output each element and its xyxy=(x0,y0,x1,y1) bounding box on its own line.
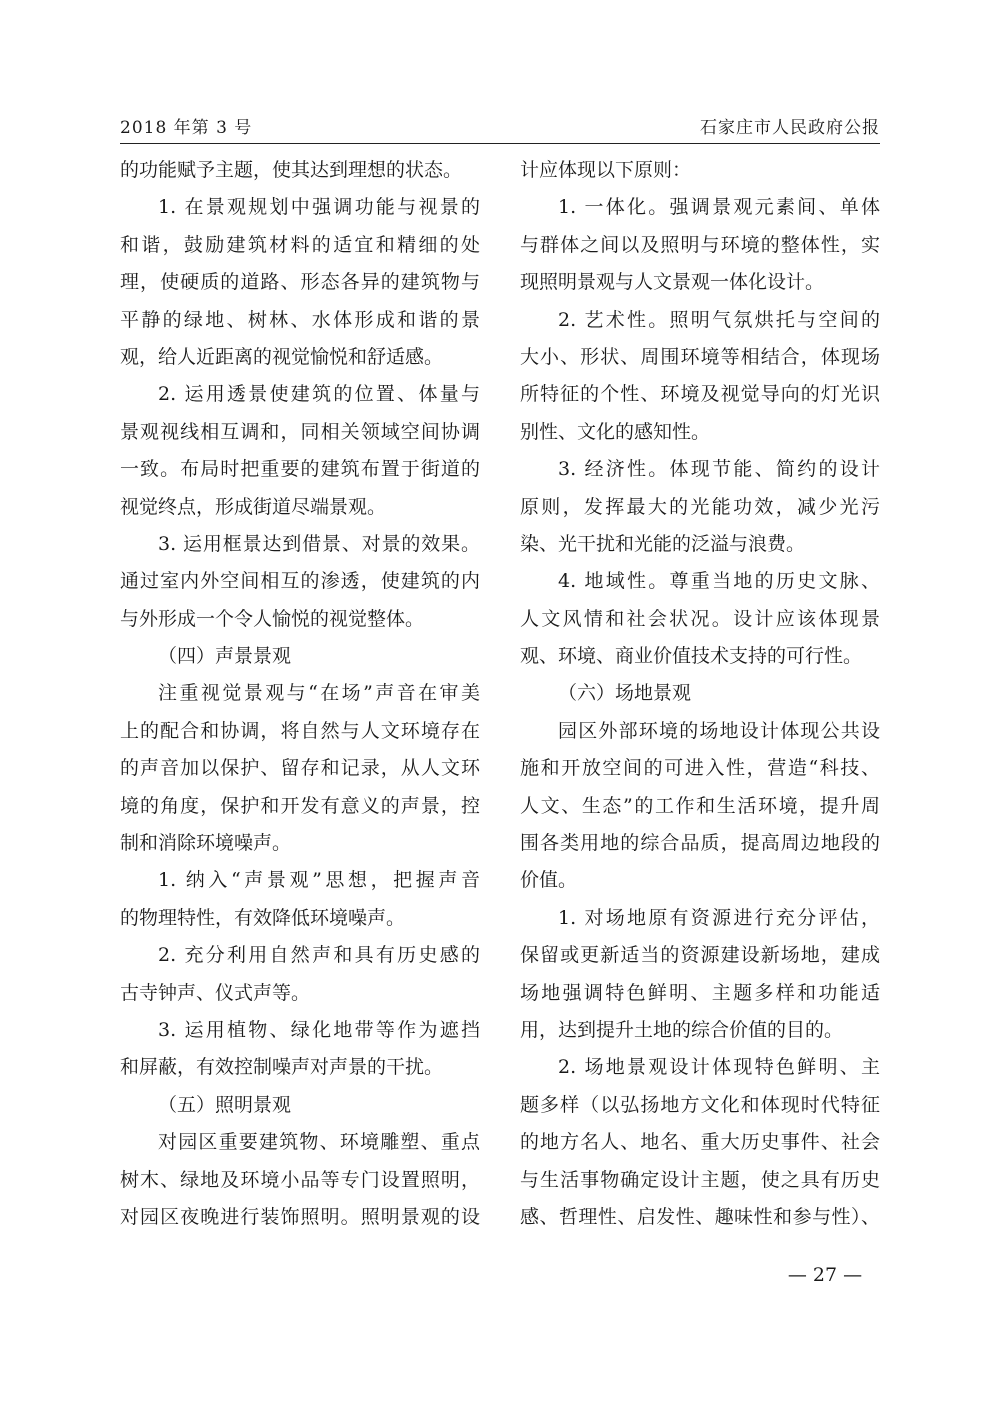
text-line: （四）声景景观 xyxy=(158,645,292,668)
text-line: 4. 地域性。尊重当地的历史文脉、 xyxy=(558,570,880,593)
text-line: 3. 经济性。体现节能、简约的设计 xyxy=(558,458,880,481)
text-line: 和谐，鼓励建筑材料的适宜和精细的处 xyxy=(120,233,480,256)
text-line: 人文风情和社会状况。设计应该体现景 xyxy=(520,607,880,630)
text-line: 树木、绿地及环境小品等专门设置照明， xyxy=(120,1168,480,1191)
text-line: 平静的绿地、树林、水体形成和谐的景 xyxy=(120,308,480,331)
page-number: — 27 — xyxy=(787,1264,863,1286)
text-line: 的功能赋予主题，使其达到理想的状态。 xyxy=(120,159,463,181)
text-line: 景观视线相互调和，同相关领域空间协调 xyxy=(120,420,480,443)
text-line: 保留或更新适当的资源建设新场地，建成 xyxy=(520,944,880,967)
text-line: 2. 场地景观设计体现特色鲜明、主 xyxy=(558,1056,880,1079)
text-line: （六）场地景观 xyxy=(558,682,692,705)
text-line: （五）照明景观 xyxy=(158,1093,292,1116)
text-line: 计应体现以下原则： xyxy=(520,159,692,181)
text-line: 现照明景观与人文景观一体化设计。 xyxy=(520,271,825,294)
text-line: 注重视觉景观与“在场”声音在审美 xyxy=(158,682,480,705)
text-line: 3. 运用框景达到借景、对景的效果。 xyxy=(158,532,480,555)
text-line: 场地强调特色鲜明、主题多样和功能适 xyxy=(520,981,880,1004)
text-line: 与群体之间以及照明与环境的整体性，实 xyxy=(520,233,880,256)
text-line: 对园区夜晚进行装饰照明。照明景观的设 xyxy=(120,1205,480,1228)
text-line: 1. 一体化。强调景观元素间、单体 xyxy=(558,196,880,219)
text-line: 大小、形状、周围环境等相结合，体现场 xyxy=(520,345,880,368)
text-line: 观，给人近距离的视觉愉悦和舒适感。 xyxy=(120,345,444,368)
text-line: 与生活事物确定设计主题，使之具有历史 xyxy=(520,1168,880,1191)
text-line: 与外形成一个令人愉悦的视觉整体。 xyxy=(120,607,425,630)
publication-title: 石家庄市人民政府公报 xyxy=(700,118,880,138)
text-line: 视觉终点，形成街道尽端景观。 xyxy=(120,495,387,518)
text-line: 用，达到提升土地的综合价值的目的。 xyxy=(520,1018,844,1041)
text-line: 1. 在景观规划中强调功能与视景的 xyxy=(158,196,480,219)
text-line: 题多样（以弘扬地方文化和体现时代特征 xyxy=(520,1093,880,1116)
text-line: 价值。 xyxy=(520,869,578,892)
text-line: 境的角度，保护和开发有意义的声景，控 xyxy=(120,794,480,817)
text-line: 园区外部环境的场地设计体现公共设 xyxy=(558,719,880,742)
text-line: 通过室内外空间相互的渗透，使建筑的内 xyxy=(120,570,480,593)
text-line: 古寺钟声、仪式声等。 xyxy=(120,981,311,1004)
text-line: 的地方名人、地名、重大历史事件、社会 xyxy=(520,1131,880,1154)
text-line: 一致。布局时把重要的建筑布置于街道的 xyxy=(120,458,480,481)
text-line: 染、光干扰和光能的泛溢与浪费。 xyxy=(520,532,806,555)
issue-label: 2018 年第 3 号 xyxy=(120,118,253,138)
text-line: 和屏蔽，有效控制噪声对声景的干扰。 xyxy=(120,1056,444,1079)
text-line: 制和消除环境噪声。 xyxy=(120,832,292,855)
text-line: 所特征的个性、环境及视觉导向的灯光识 xyxy=(520,383,880,406)
text-line: 原则，发挥最大的光能功效，减少光污 xyxy=(520,495,880,518)
text-line: 人文、生态”的工作和生活环境，提升周 xyxy=(520,794,880,817)
text-line: 2. 艺术性。照明气氛烘托与空间的 xyxy=(558,308,880,331)
text-line: 3. 运用植物、绿化地带等作为遮挡 xyxy=(158,1018,480,1041)
text-line: 的声音加以保护、留存和记录，从人文环 xyxy=(120,757,480,780)
text-line: 1. 纳入“声景观”思想，把握声音 xyxy=(158,869,480,892)
right-text-column xyxy=(520,152,880,1236)
text-line: 的物理特性，有效降低环境噪声。 xyxy=(120,906,406,929)
text-line: 别性、文化的感知性。 xyxy=(520,420,711,443)
text-line: 理，使硬质的道路、形态各异的建筑物与 xyxy=(120,271,480,294)
text-line: 施和开放空间的可进入性，营造“科技、 xyxy=(520,757,880,780)
text-line: 对园区重要建筑物、环境雕塑、重点 xyxy=(158,1131,480,1154)
text-line: 2. 运用透景使建筑的位置、体量与 xyxy=(158,383,480,406)
left-text-column xyxy=(120,152,480,1236)
text-line: 上的配合和协调，将自然与人文环境存在 xyxy=(120,719,480,742)
text-line: 围各类用地的综合品质，提高周边地段的 xyxy=(520,832,880,855)
text-line: 观、环境、商业价值技术支持的可行性。 xyxy=(520,645,863,668)
text-line: 1. 对场地原有资源进行充分评估， xyxy=(558,906,880,929)
text-line: 感、哲理性、启发性、趣味性和参与性）、 xyxy=(520,1205,880,1228)
header-divider xyxy=(120,143,880,144)
text-line: 2. 充分利用自然声和具有历史感的 xyxy=(158,944,480,967)
